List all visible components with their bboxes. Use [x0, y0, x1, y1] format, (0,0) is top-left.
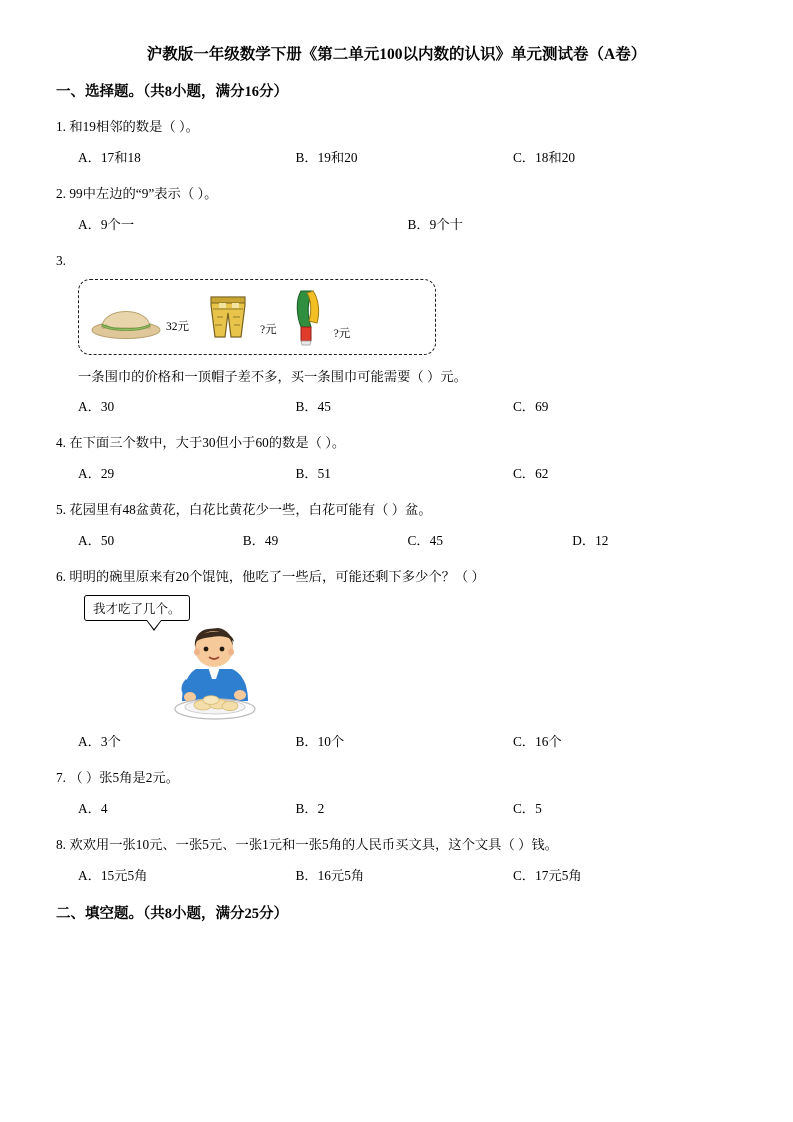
question-5-text: [56, 500, 737, 520]
shorts-item: [199, 291, 277, 343]
question-1-text: [56, 117, 737, 137]
question-7-number: 7.: [56, 770, 66, 786]
scarf-item: [287, 287, 351, 347]
question-6-stem: 明明的碗里原来有20个馄饨，他吃了一些后，可能还剩下多少个？（ ）: [69, 569, 485, 585]
option-c[interactable]: C．45: [407, 533, 443, 549]
option-d[interactable]: D．12: [572, 533, 609, 549]
boy-eating-icon: [156, 623, 306, 723]
hat-item: [89, 294, 189, 340]
option-b[interactable]: B．19和20: [295, 149, 358, 165]
question-3-picture: [78, 279, 436, 355]
hat-icon: [89, 294, 163, 340]
page-title: 沪教版一年级数学下册《第二单元100以内数的认识》单元测试卷（A卷）: [146, 46, 647, 63]
option-c[interactable]: C．69: [512, 399, 549, 415]
question-2-number: 2.: [56, 185, 66, 201]
question-4: [56, 433, 737, 482]
question-2-stem: 99中左边的“9”表示（ ）。: [69, 185, 218, 201]
question-2-text: [56, 184, 737, 204]
option-b[interactable]: B．9个十: [407, 216, 463, 232]
scarf-price: ?元: [333, 327, 351, 340]
section-heading-fill: 二、填空题。（共8小题，满分25分）: [56, 906, 288, 923]
option-a[interactable]: A．4: [78, 801, 108, 817]
option-b[interactable]: B．16元5角: [295, 868, 365, 884]
question-3-subtext: 一条围巾的价格和一顶帽子差不多，买一条围巾可能需要（ ）元。: [78, 368, 467, 384]
question-8-line: [56, 835, 737, 855]
question-1-number: 1.: [56, 118, 66, 134]
question-2: [56, 184, 737, 233]
question-4-options: [56, 463, 737, 482]
option-a[interactable]: A．29: [78, 466, 115, 482]
question-5: [56, 500, 737, 549]
speech-bubble: 我才吃了几个。: [84, 595, 190, 621]
question-4-text: [56, 433, 737, 453]
option-a[interactable]: A．3个: [78, 734, 121, 750]
question-6: [56, 567, 737, 750]
question-3-options: [56, 396, 737, 415]
question-5-number: 5.: [56, 502, 66, 518]
option-b[interactable]: B．2: [295, 801, 325, 817]
question-1: [56, 117, 737, 166]
question-7-stem: （ ）张5角是2元。: [69, 770, 180, 786]
question-1-stem: 和19相邻的数是（ ）。: [69, 118, 199, 134]
option-b[interactable]: B．45: [295, 399, 331, 415]
option-b[interactable]: B．10个: [295, 734, 345, 750]
question-1-options: [56, 147, 737, 166]
option-b[interactable]: B．51: [295, 466, 331, 482]
question-8-options: [56, 865, 737, 884]
option-a[interactable]: A．50: [78, 533, 115, 549]
question-2-options: [56, 214, 737, 233]
question-8-stem: 欢欢用一张10元、一张5元、一张1元和一张5角的人民币买文具，这个文具（ ）钱。: [69, 837, 558, 853]
question-6-text: [56, 567, 737, 587]
shorts-icon: [199, 291, 257, 343]
option-a[interactable]: A．9个一: [78, 216, 135, 232]
question-3-text: [56, 251, 737, 271]
option-c[interactable]: C．17元5角: [512, 868, 582, 884]
question-6-illustration: [78, 595, 408, 725]
option-b[interactable]: B．49: [242, 533, 279, 549]
question-6-number: 6.: [56, 569, 66, 585]
option-a[interactable]: A．17和18: [78, 149, 141, 165]
scarf-icon: [287, 287, 331, 347]
option-a[interactable]: A．15元5角: [78, 868, 148, 884]
option-c[interactable]: C．5: [512, 801, 542, 817]
question-8: [56, 835, 737, 884]
question-5-options: [56, 530, 737, 549]
question-3: [56, 251, 737, 416]
option-c[interactable]: C．62: [512, 466, 549, 482]
section-heading-choice: 一、选择题。（共8小题，满分16分）: [56, 83, 288, 100]
question-7: [56, 768, 737, 817]
question-6-options: [56, 731, 737, 750]
hat-price: 32元: [166, 320, 189, 333]
question-7-text: [56, 768, 737, 788]
question-5-stem: 花园里有48盆黄花，白花比黄花少一些，白花可能有（ ）盆。: [69, 502, 432, 518]
question-7-options: [56, 798, 737, 817]
question-4-stem: 在下面三个数中，大于30但小于60的数是（ ）。: [69, 435, 346, 451]
shorts-price: ?元: [260, 323, 277, 336]
option-a[interactable]: A．30: [78, 399, 115, 415]
question-4-number: 4.: [56, 435, 66, 451]
question-3-number: 3.: [56, 252, 66, 268]
option-c[interactable]: C．18和20: [512, 149, 575, 165]
question-8-number: 8.: [56, 837, 66, 853]
option-c[interactable]: C．16个: [512, 734, 562, 750]
